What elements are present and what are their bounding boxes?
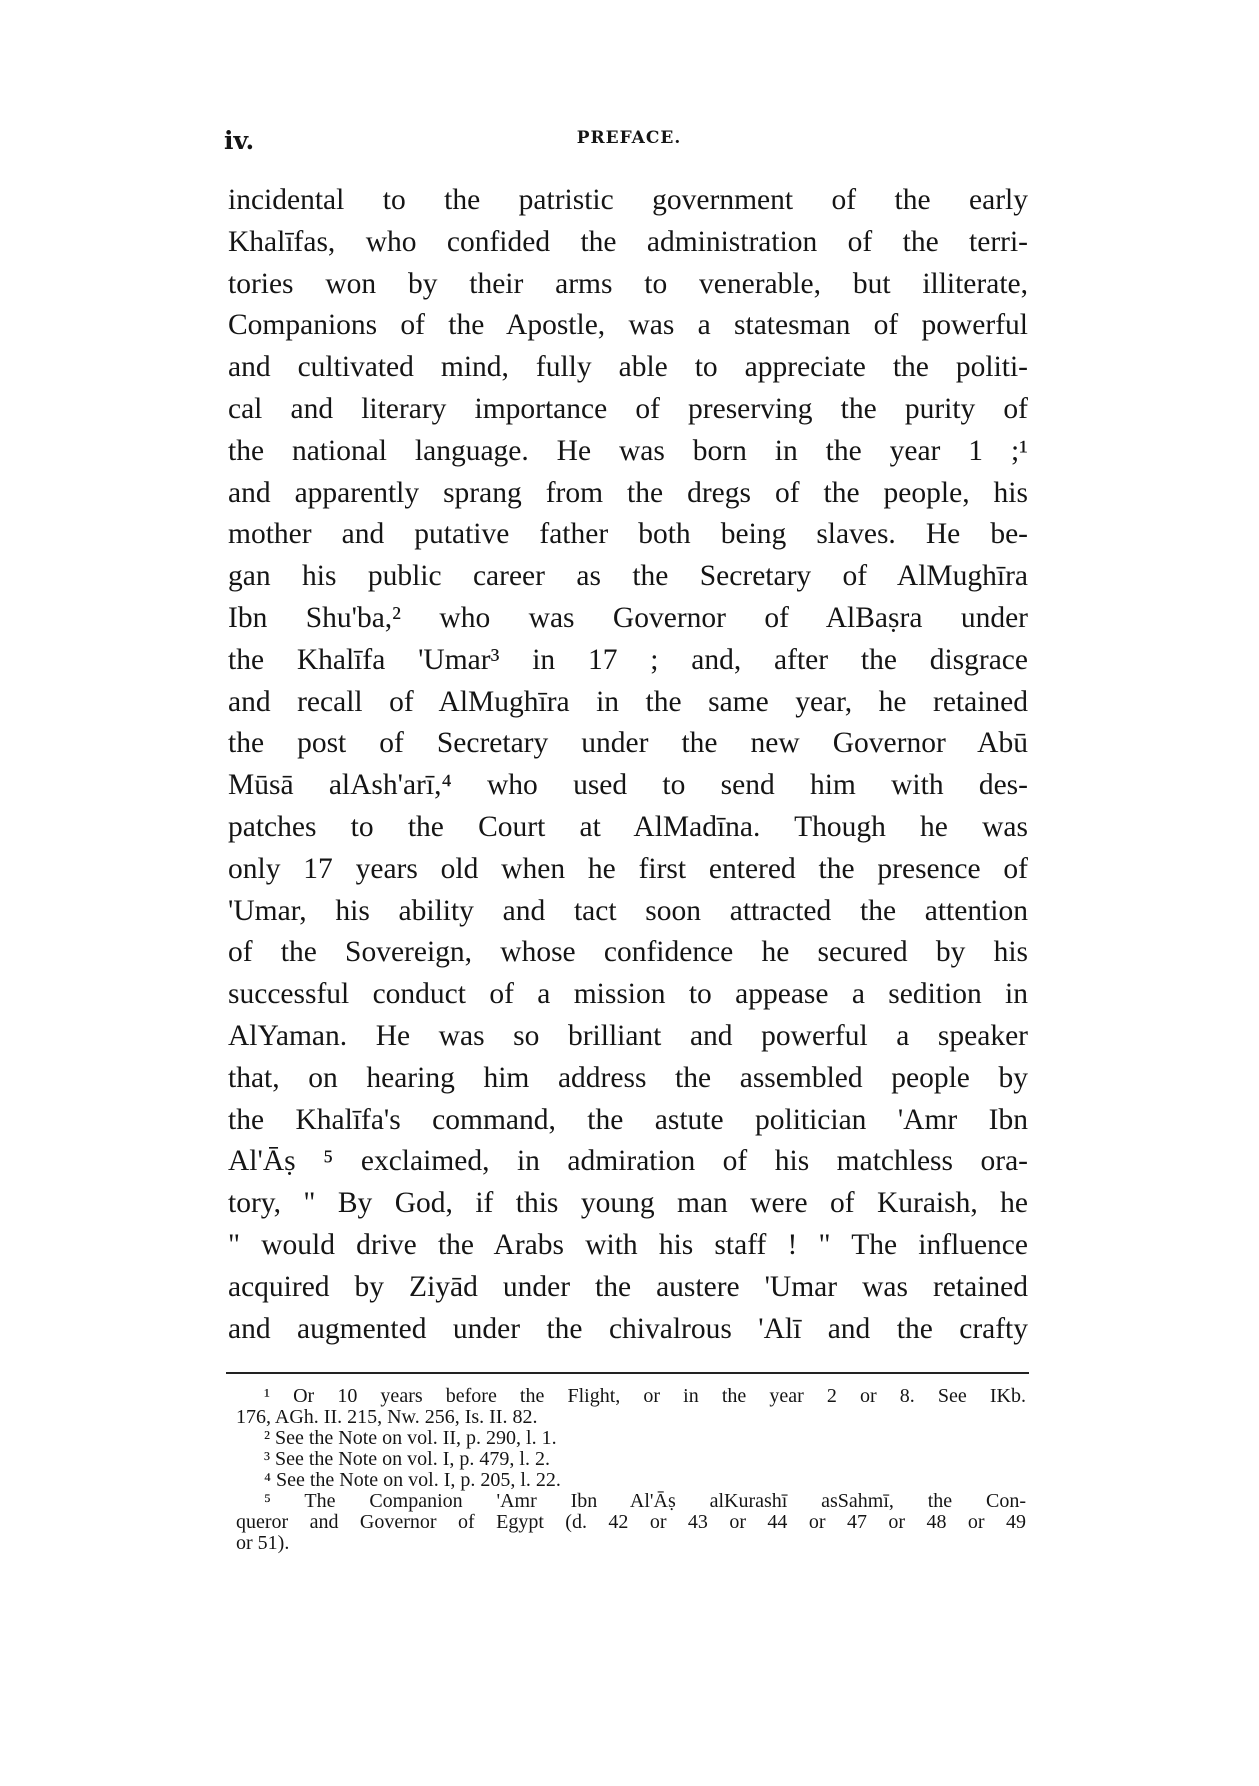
footnote-line: ¹ Or 10 years before the Flight, or in the year 2 or 8. See IKb. (264, 1385, 1026, 1407)
body-line: and cultivated mind, fully able to appreciate the politi- (228, 351, 1028, 384)
body-line: the national language. He was born in the year 1 ;¹ (228, 434, 1028, 467)
footnote-line: ⁵ The Companion 'Amr Ibn Al'Āṣ alKurashī asSahmī, the Con- (264, 1490, 1026, 1512)
body-line: only 17 years old when he first entered the presence of (228, 852, 1028, 885)
footnote-line: ² See the Note on vol. II, p. 290, l. 1. (264, 1427, 557, 1449)
body-line: Ibn Shu'ba,² who was Governor of AlBaṣra under (228, 601, 1028, 634)
body-line: gan his public career as the Secretary of AlMughīra (228, 560, 1028, 593)
body-line: incidental to the patristic government of the early (228, 184, 1028, 216)
page-number: iv. (224, 126, 255, 155)
body-line: and recall of AlMughīra in the same year, he retained (228, 685, 1028, 718)
body-line: successful conduct of a mission to appease a sedition in (228, 978, 1028, 1011)
body-line: acquired by Ziyād under the austere 'Umar was retained (228, 1270, 1028, 1303)
footnotes (236, 1386, 1026, 1554)
footnote-line: queror and Governor of Egypt (d. 42 or 43 or 44 or 47 or 48 or 49 (236, 1511, 1026, 1533)
body-line: that, on hearing him address the assembled people by (228, 1061, 1028, 1094)
footnote-line: ³ See the Note on vol. I, p. 479, l. 2. (264, 1448, 550, 1470)
body-line: " would drive the Arabs with his staff ! " The influence (228, 1228, 1028, 1261)
page-header (224, 126, 1034, 156)
body-line: AlYaman. He was so brilliant and powerful a speaker (228, 1019, 1028, 1052)
body-line: of the Sovereign, whose confidence he secured by his (228, 936, 1028, 969)
body-line: Khalīfas, who confided the administration of the terri- (228, 225, 1028, 258)
body-line: the post of Secretary under the new Governor Abū (228, 727, 1028, 760)
body-line: Mūsā alAsh'arī,⁴ who used to send him with des- (228, 769, 1028, 802)
body-line: Companions of the Apostle, was a statesman of powerful (228, 309, 1028, 342)
body-line: patches to the Court at AlMadīna. Though he was (228, 810, 1028, 843)
body-line: 'Umar, his ability and tact soon attracted the attention (228, 894, 1028, 927)
body-line: the Khalīfa's command, the astute politician 'Amr Ibn (228, 1103, 1028, 1136)
body-line: and augmented under the chivalrous 'Alī and the crafty (228, 1312, 1028, 1345)
body-line: Al'Āṣ ⁵ exclaimed, in admiration of his matchless ora- (228, 1145, 1028, 1178)
footnote-line: or 51). (236, 1532, 290, 1554)
body-line: and apparently sprang from the dregs of the people, his (228, 476, 1028, 509)
footnote-line: ⁴ See the Note on vol. I, p. 205, l. 22. (264, 1469, 561, 1491)
body-line: cal and literary importance of preserving the purity of (228, 392, 1028, 425)
body-line: tories won by their arms to venerable, but illiterate, (228, 267, 1028, 300)
body-line: mother and putative father both being slaves. He be- (228, 518, 1028, 551)
footnote-line: 176, AGh. II. 215, Nw. 256, Is. II. 82. (236, 1406, 538, 1428)
body-line: the Khalīfa 'Umar³ in 17 ; and, after the disgrace (228, 643, 1028, 676)
running-head: PREFACE. (576, 128, 682, 148)
body-line: tory, " By God, if this young man were of Kuraish, he (228, 1187, 1028, 1220)
body-text (228, 180, 1028, 1350)
footnote-rule (226, 1372, 1029, 1374)
